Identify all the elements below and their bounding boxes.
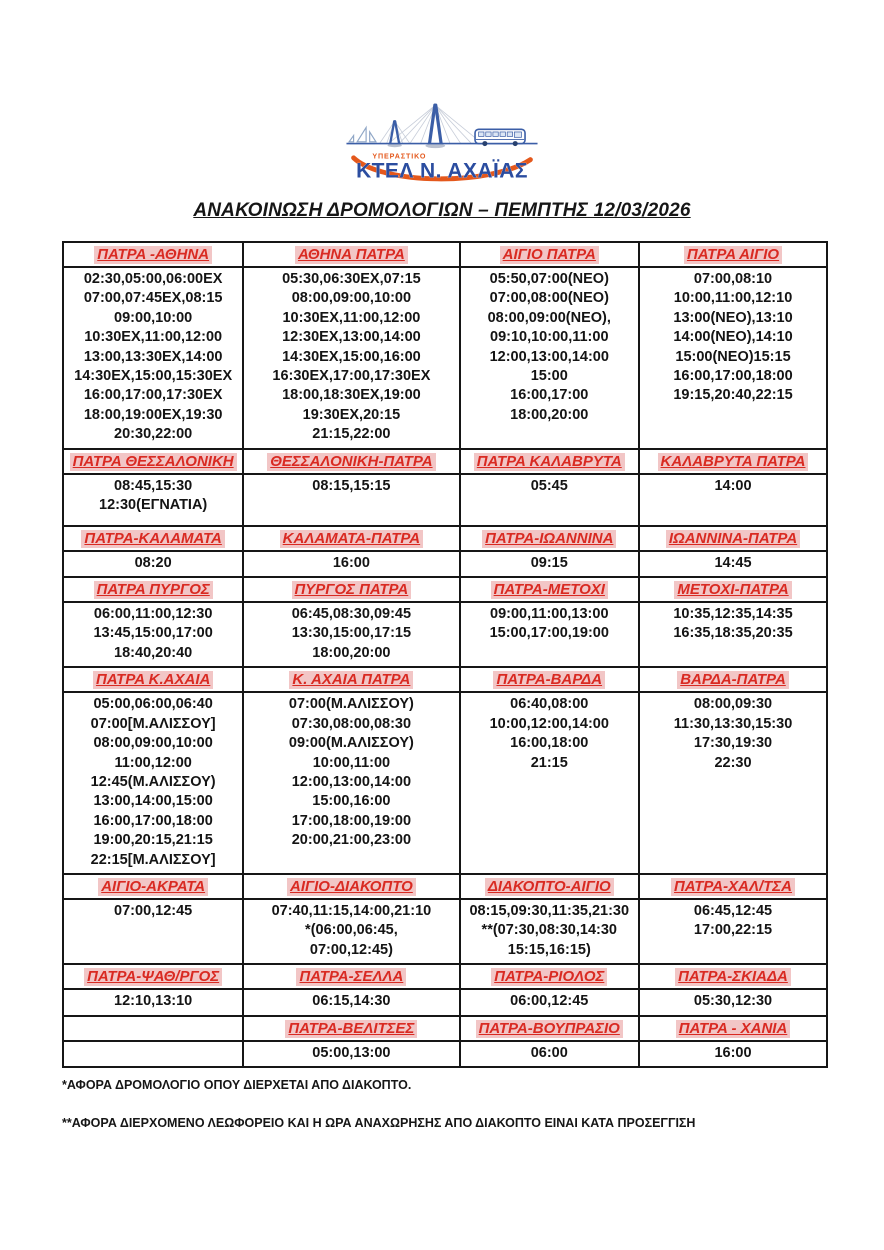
route-header-cell [639,242,827,267]
schedule-cell [243,551,459,577]
time-line: 16:35,18:35,20:35 [673,625,793,642]
sailboat-icon [349,128,376,144]
route-title: ΠΑΤΡΑ-ΣΚΙΑΔΑ [675,968,791,986]
schedule-row [63,692,827,874]
route-title: ΚΑΛΑΜΑΤΑ-ΠΑΤΡΑ [280,530,423,548]
schedule-cell [243,692,459,874]
route-title: ΠΥΡΓΟΣ ΠΑΤΡΑ [292,581,412,599]
schedule-cell [460,692,640,874]
time-line: 12:30(ΕΓΝΑΤΙΑ) [99,497,208,514]
time-line: 12:10,13:10 [114,993,193,1010]
time-line: 07:40,11:15,14:00,21:10 [271,902,432,919]
time-line: *(06:00,06:45, [305,922,398,939]
time-line: 07:00(Μ.ΑΛΙΣΣΟΥ) [288,696,414,713]
schedule-row [63,474,827,526]
time-line: 21:15,22:00 [312,426,391,443]
schedule-table [62,241,828,1068]
time-line: 06:00,12:45 [510,993,589,1010]
schedule-row [63,899,827,964]
route-title: ΠΑΤΡΑ ΘΕΣΣΑΛΟΝΙΚΗ [70,453,237,471]
route-title: Κ. ΑΧΑΙΑ ΠΑΤΡΑ [289,671,413,689]
schedule-cell [243,267,459,449]
route-header-row [63,242,827,267]
schedule-cell [639,692,827,874]
time-line: 07:00,07:45ΕΧ,08:15 [83,290,223,307]
route-title: ΠΑΤΡΑ-ΨΑΘ/ΡΓΟΣ [84,968,222,986]
time-line: 16:00,18:00 [510,735,589,752]
route-title: ΠΑΤΡΑ-ΧΑΛ/ΤΣΑ [671,878,795,896]
schedule-cell [243,899,459,964]
time-line: 09:00,11:00,13:00 [490,606,609,623]
route-header-cell [63,242,243,267]
time-line: 11:30,13:30,15:30 [673,715,793,732]
time-line: 08:00,09:00,10:00 [291,290,412,307]
time-line: 06:00,11:00,12:30 [93,606,213,623]
ktel-logo [0,0,884,190]
time-line: 16:00,17:00,18:00 [93,812,213,829]
time-line: 08:00,09:30 [693,696,773,713]
schedule-cell [639,551,827,577]
time-line: 14:45 [714,554,752,571]
schedule-cell [243,602,459,667]
time-line: 13:30,15:00,17:15 [291,625,412,642]
time-line: 10:35,12:35,14:35 [673,606,793,623]
ktel-logo-graphic [339,90,545,190]
time-line: 16:30ΕΧ,17:00,17:30ΕΧ [272,368,431,385]
time-line: 12:30ΕΧ,13:00,14:00 [282,329,421,346]
schedule-cell [460,602,640,667]
time-line: 13:00(ΝΕΟ),13:10 [673,309,793,326]
time-line: 05:50,07:00(ΝΕΟ) [489,271,609,287]
time-line: 17:00,18:00,19:00 [291,812,412,829]
time-line: 05:30,12:30 [693,993,773,1010]
route-title: ΠΑΤΡΑ-ΚΑΛΑΜΑΤΑ [81,530,224,548]
time-line: 06:15,14:30 [312,993,391,1010]
route-header-row [63,964,827,989]
route-title: ΑΘΗΝΑ ΠΑΤΡΑ [295,246,408,264]
route-header-cell [460,526,640,551]
schedule-cell [460,551,640,577]
time-line: 10:00,11:00,12:10 [673,290,793,307]
time-line: 21:15 [530,754,568,771]
route-header-cell [63,874,243,899]
time-line: 17:00,22:15 [693,922,773,939]
schedule-row [63,602,827,667]
route-title: ΠΑΤΡΑ ΚΑΛΑΒΡΥΤΑ [474,453,625,471]
schedule-cell [63,989,243,1015]
schedule-cell [243,989,459,1015]
route-header-cell [460,667,640,692]
time-line: 07:00,12:45 [114,902,193,919]
route-header-row [63,526,827,551]
schedule-cell [63,899,243,964]
route-title: ΒΑΡΔΑ-ΠΑΤΡΑ [677,671,789,689]
schedule-cell [460,1041,640,1067]
time-line: 18:00,18:30ΕΧ,19:00 [282,387,421,404]
route-header-cell [639,1016,827,1041]
time-line: 18:40,20:40 [114,644,193,661]
schedule-cell [639,899,827,964]
schedule-cell [243,1041,459,1067]
schedule-cell [460,989,640,1015]
time-line: 12:00,13:00,14:00 [291,773,412,790]
page-title: ΑΝΑΚΟΙΝΩΣΗ ΔΡΟΜΟΛΟΓΙΩΝ – ΠΕΜΠΤΗΣ 12/03/2026 [193,200,691,221]
schedule-cell [63,474,243,526]
time-line: 15:15,16:15) [507,941,591,958]
time-line: 09:00,10:00 [114,309,193,326]
time-line: 05:00,13:00 [312,1044,391,1061]
route-header-row [63,874,827,899]
route-title: ΚΑΛΑΒΡΥΤΑ ΠΑΤΡΑ [658,453,809,471]
logo-top-label: ΥΠΕΡΑΣΤΙΚΟ [372,152,427,161]
route-title: ΑΙΓΙΟ-ΔΙΑΚΟΠΤΟ [287,878,416,896]
schedule-cell [639,1041,827,1067]
time-line: 18:00,20:00 [510,406,589,423]
time-line: 16:00,17:00,18:00 [673,368,793,385]
time-line: 10:00,11:00 [312,754,391,771]
time-line: 13:00,13:30ΕΧ,14:00 [83,348,223,365]
time-line: 19:30ΕΧ,20:15 [302,406,401,423]
route-header-cell [639,449,827,474]
time-line: 16:00,17:00,17:30ΕΧ [83,387,223,404]
time-line: 19:15,20:40,22:15 [673,387,793,404]
schedule-cell [63,1041,243,1067]
route-title: ΠΑΤΡΑ-ΒΟΥΠΡΑΣΙΟ [476,1020,623,1038]
route-header-row [63,1016,827,1041]
route-header-cell [460,964,640,989]
time-line: 07:30,08:00,08:30 [291,715,412,732]
route-title: ΠΑΤΡΑ-ΒΑΡΔΑ [493,671,605,689]
time-line: 09:10,10:00,11:00 [490,329,609,346]
time-line: 08:20 [134,554,172,571]
route-header-cell [460,874,640,899]
time-line: 05:45 [530,477,568,494]
schedule-cell [460,899,640,964]
route-header-cell [63,577,243,602]
route-title: ΠΑΤΡΑ -ΑΘΗΝΑ [94,246,212,264]
route-title: ΜΕΤΟΧΙ-ΠΑΤΡΑ [674,581,791,599]
route-header-cell [63,964,243,989]
route-title: ΠΑΤΡΑ-ΙΩΑΝΝΙΝΑ [482,530,616,548]
route-title: ΠΑΤΡΑ-ΜΕΤΟΧΙ [491,581,608,599]
schedule-cell [63,602,243,667]
time-line: 08:00,09:00(ΝΕΟ), [487,309,611,326]
schedule-cell [460,267,640,449]
route-header-cell [460,1016,640,1041]
time-line: 11:00,12:00 [114,754,192,771]
time-line: 06:45,08:30,09:45 [291,606,412,623]
route-header-cell [639,964,827,989]
route-header-cell [639,577,827,602]
time-line: 05:30,06:30ΕΧ,07:15 [282,271,421,287]
time-line: 16:00 [332,554,370,571]
schedule-row [63,1041,827,1067]
route-header-cell [243,577,459,602]
footnote-approx-time: **ΑΦΟΡΑ ΔΙΕΡΧΟΜΕΝΟ ΛΕΩΦΟΡΕΙΟ ΚΑΙ Η ΩΡΑ ΑΝΑΧΩΡΗΣΗΣ ΑΠΟ ΔΙΑΚΟΠΤΟ ΕΙΝΑΙ ΚΑΤΑ ΠΡΟΣΕΓΓΙΣΗ [62,1115,696,1130]
schedule-cell [243,474,459,526]
schedule-cell [460,474,640,526]
route-title: ΑΙΓΙΟ-ΑΚΡΑΤΑ [98,878,208,896]
route-title: ΘΕΣΣΑΛΟΝΙΚΗ-ΠΑΤΡΑ [267,453,435,471]
route-title: ΠΑΤΡΑ-ΒΕΛΙΤΣΕΣ [285,1020,417,1038]
empty-header-cell [63,1016,243,1041]
route-header-cell [63,667,243,692]
schedule-cell [63,551,243,577]
time-line: 15:00,16:00 [312,793,391,810]
schedule-cell [63,692,243,874]
route-header-cell [63,449,243,474]
route-header-row [63,449,827,474]
schedule-table-body [63,242,827,1067]
time-line: 07:00[Μ.ΑΛΙΣΣΟΥ] [90,715,216,732]
time-line: 20:00,21:00,23:00 [291,832,412,849]
schedule-cell [639,989,827,1015]
route-header-cell [460,242,640,267]
route-header-cell [460,577,640,602]
route-header-cell [63,526,243,551]
time-line: 16:00 [714,1044,752,1061]
time-line: 10:30ΕΧ,11:00,12:00 [84,329,223,346]
time-line: 09:15 [530,554,568,571]
route-header-cell [243,242,459,267]
schedule-cell [639,602,827,667]
time-line: 06:00 [530,1044,568,1061]
time-line: 12:45(Μ.ΑΛΙΣΣΟΥ) [90,773,216,790]
time-line: 06:40,08:00 [510,696,589,713]
time-line: 17:30,19:30 [693,735,773,752]
route-title: ΙΩΑΝΝΙΝΑ-ΠΑΤΡΑ [666,530,800,548]
time-line: 08:15,09:30,11:35,21:30 [469,902,630,919]
time-line: 16:00,17:00 [510,387,589,404]
time-line: 06:45,12:45 [693,902,773,919]
schedule-cell [639,267,827,449]
schedule-cell [63,267,243,449]
time-line: 13:45,15:00,17:00 [93,625,213,642]
time-line: 10:00,12:00,14:00 [489,715,609,732]
time-line: 08:00,09:00,10:00 [93,735,213,752]
time-line: 02:30,05:00,06:00ΕΧ [83,271,223,287]
route-title: ΠΑΤΡΑ-ΣΕΛΛΑ [296,968,406,986]
schedule-row [63,989,827,1015]
time-line: 14:30ΕΧ,15:00,15:30ΕΧ [74,368,233,385]
time-line: 15:00(ΝΕΟ)15:15 [675,348,791,365]
time-line: 09:00(Μ.ΑΛΙΣΣΟΥ) [288,735,414,752]
time-line: 13:00,14:00,15:00 [93,793,213,810]
route-header-cell [243,874,459,899]
time-line: 19:00,20:15,21:15 [93,832,213,849]
time-line: 15:00,17:00,19:00 [489,625,609,642]
time-line: 12:00,13:00,14:00 [489,348,609,365]
route-title: ΠΑΤΡΑ-ΡΙΟΛΟΣ [491,968,607,986]
footnotes [62,1078,884,1130]
time-line: 18:00,19:00ΕΧ,19:30 [83,406,223,423]
bus-icon [475,129,525,146]
time-line: 22:15[Μ.ΑΛΙΣΣΟΥ] [90,851,216,868]
route-title: ΠΑΤΡΑ - ΧΑΝΙΑ [676,1020,791,1038]
logo-name: ΚΤΕΛ Ν. ΑΧΑΪΑΣ [356,159,528,183]
schedule-row [63,267,827,449]
time-line: 14:00 [714,477,752,494]
route-header-cell [243,449,459,474]
route-title: ΠΑΤΡΑ Κ.ΑΧΑΙΑ [93,671,213,689]
time-line: 15:00 [530,368,568,385]
time-line: 07:00,12:45) [309,941,393,958]
route-header-cell [460,449,640,474]
time-line: 20:30,22:00 [114,426,193,443]
schedule-cell [639,474,827,526]
time-line: 07:00,08:10 [693,271,773,287]
route-title: ΔΙΑΚΟΠΤΟ-ΑΙΓΙΟ [485,878,614,896]
schedule-row [63,551,827,577]
route-title: ΠΑΤΡΑ ΠΥΡΓΟΣ [94,581,213,599]
route-title: ΑΙΓΙΟ ΠΑΤΡΑ [500,246,599,264]
footnote-diakopto: *ΑΦΟΡΑ ΔΡΟΜΟΛΟΓΙΟ ΟΠΟΥ ΔΙΕΡΧΕΤΑΙ ΑΠΟ ΔΙΑΚΟΠΤΟ. [62,1077,412,1092]
route-header-cell [639,526,827,551]
time-line: 08:45,15:30 [114,477,193,494]
route-header-cell [243,667,459,692]
route-header-cell [243,1016,459,1041]
time-line: 10:30ΕΧ,11:00,12:00 [282,309,421,326]
time-line: 07:00,08:00(ΝΕΟ) [489,290,609,307]
route-header-row [63,667,827,692]
time-line: 08:15,15:15 [312,477,391,494]
route-header-cell [639,667,827,692]
time-line: 14:00(ΝΕΟ),14:10 [673,329,793,346]
route-title: ΠΑΤΡΑ ΑΙΓΙΟ [684,246,782,264]
route-header-row [63,577,827,602]
time-line: 18:00,20:00 [312,644,391,661]
time-line: 05:00,06:00,06:40 [93,696,213,713]
time-line: 14:30ΕΧ,15:00,16:00 [282,348,421,365]
route-header-cell [243,964,459,989]
route-header-cell [243,526,459,551]
bridge-pylons-icon [390,105,441,143]
route-header-cell [639,874,827,899]
time-line: **(07:30,08:30,14:30 [481,922,617,939]
time-line: 22:30 [714,754,752,771]
